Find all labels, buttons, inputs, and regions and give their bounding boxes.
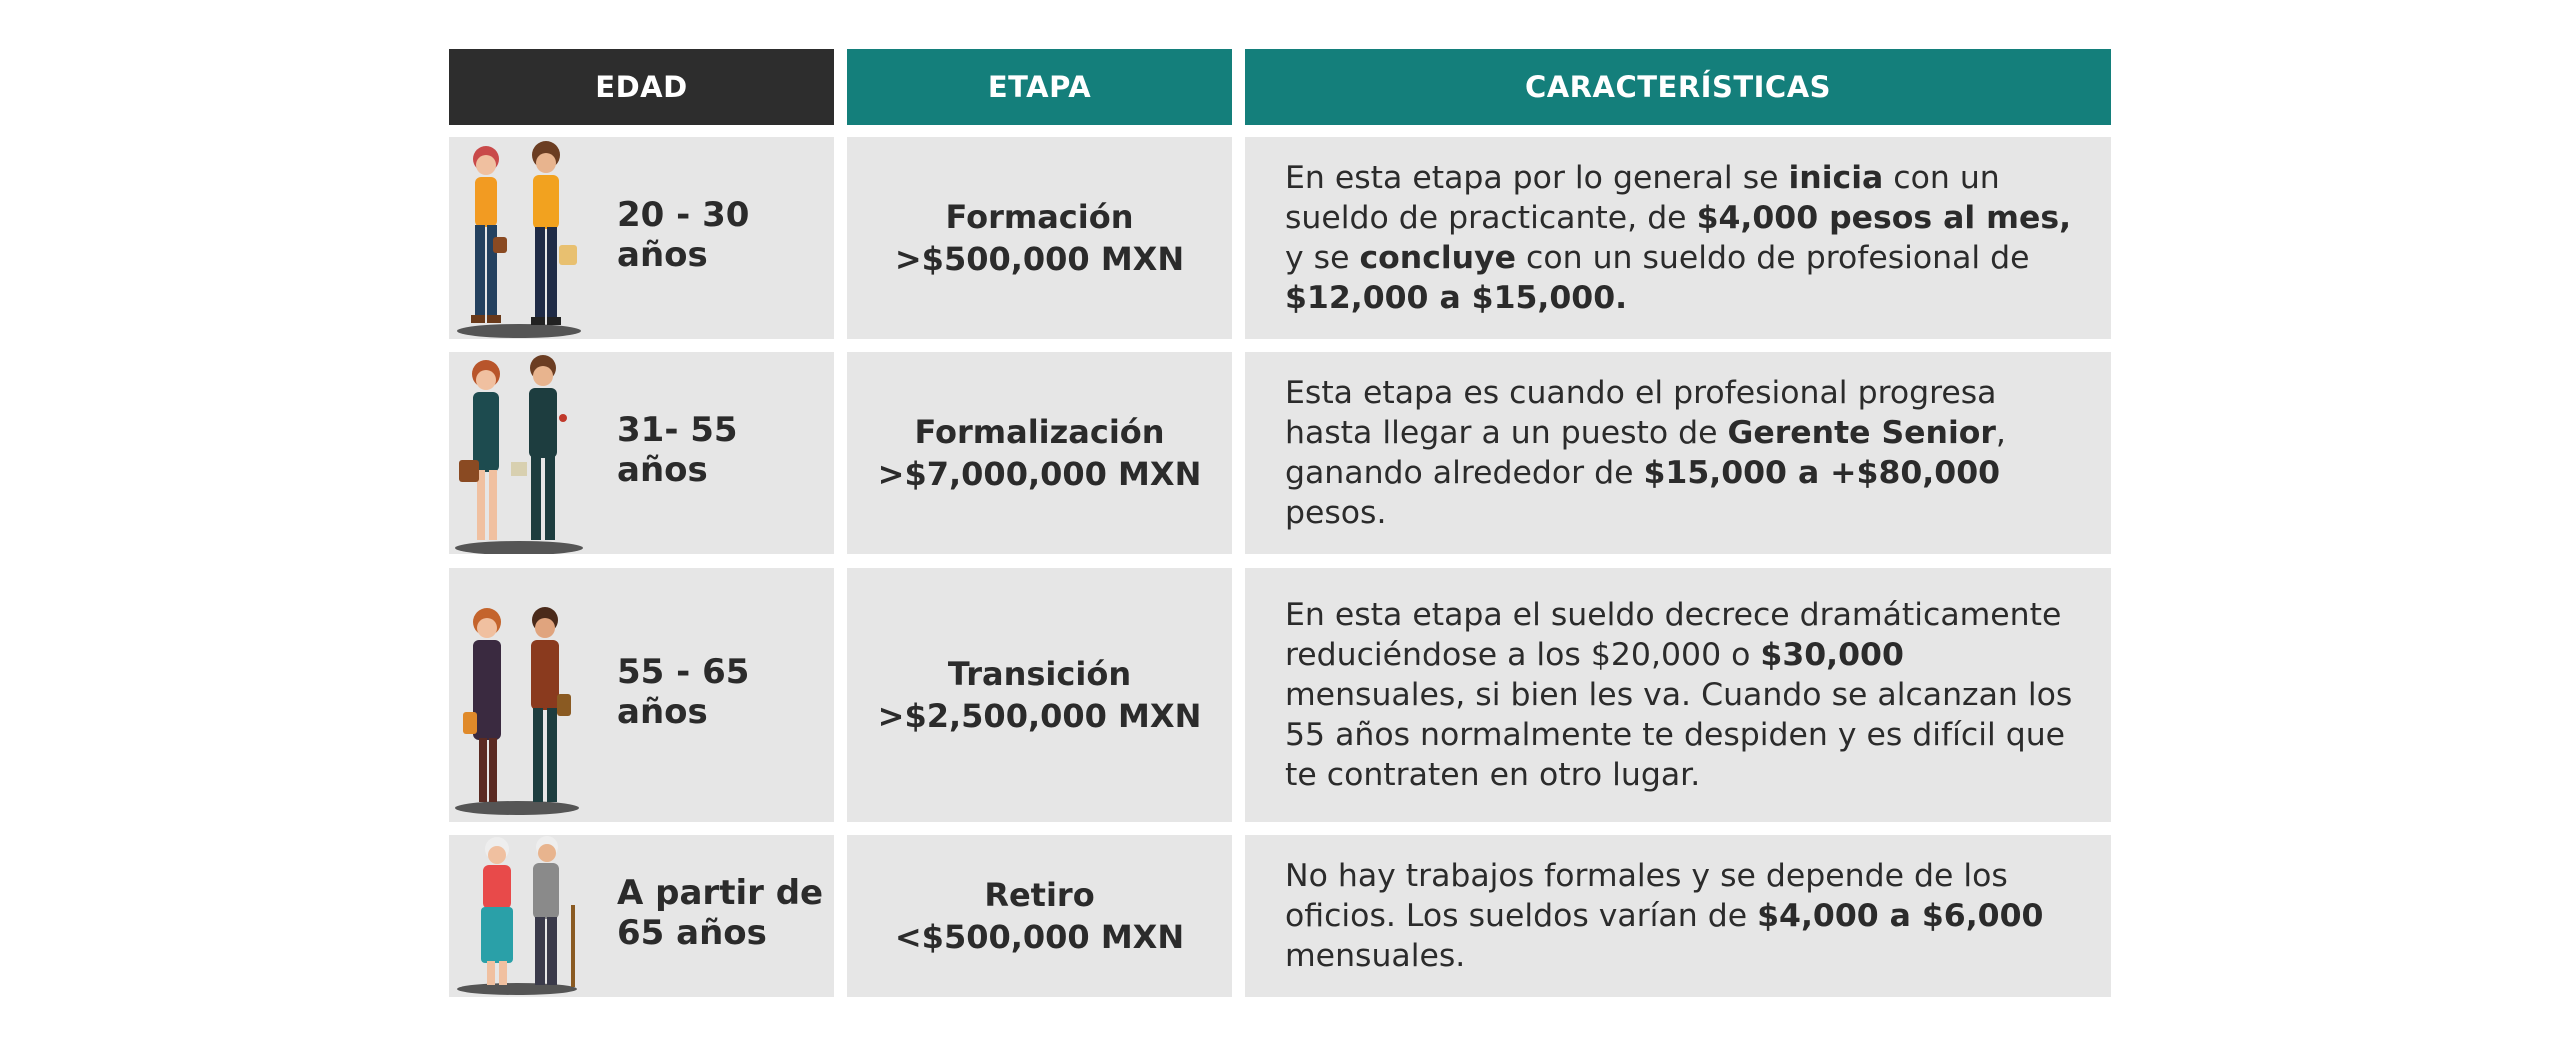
age-cell [449, 137, 834, 339]
professional-couple-illustration [453, 352, 593, 554]
characteristics-text [1285, 158, 2081, 318]
emphasis-text: inicia [1788, 160, 1884, 196]
body-text: Esta etapa es cuando el profesional progresa hasta llegar a un puesto de [1285, 375, 1997, 451]
emphasis-text: Gerente Senior [1727, 415, 1996, 451]
emphasis-text: $4,000 pesos al mes, [1696, 200, 2072, 236]
age-range: A partir de 65 años [617, 873, 824, 953]
stage-cell [847, 352, 1232, 554]
stage-amount: >$500,000 MXN [894, 240, 1185, 278]
header-caracteristicas: CARACTERÍSTICAS [1245, 49, 2111, 125]
body-text: con un sueldo de practicante, de [1285, 160, 2000, 236]
characteristics-cell [1245, 568, 2111, 822]
characteristics-cell [1245, 352, 2111, 554]
body-text: En esta etapa el sueldo decrece dramáticamente reduciéndose a los $20,000 o [1285, 597, 2062, 673]
stage-name: Formalización [914, 413, 1165, 451]
body-text: mensuales, si bien les va. Cuando se alcanzan los 55 años normalmente te despiden y es difícil que te contraten en otro lugar. [1285, 677, 2073, 793]
body-text: , ganando alrededor de [1285, 415, 2006, 491]
stage-amount: <$500,000 MXN [894, 918, 1185, 956]
characteristics-text [1285, 595, 2081, 795]
emphasis-text: $15,000 a +$80,000 [1643, 455, 2001, 491]
age-range: 55 - 65 años [617, 652, 750, 732]
characteristics-cell [1245, 137, 2111, 339]
stage-cell [847, 137, 1232, 339]
senior-couple-illustration [453, 835, 593, 997]
stage-amount: >$2,500,000 MXN [877, 697, 1202, 735]
body-text: pesos. [1285, 495, 1387, 531]
body-text: y se [1285, 240, 1360, 276]
emphasis-text: $12,000 a $15,000. [1285, 280, 1628, 316]
body-text: mensuales. [1285, 938, 1466, 974]
body-text: con un sueldo de profesional de [1516, 240, 2030, 276]
stage-name: Retiro [984, 876, 1095, 914]
body-text: No hay trabajos formales y se depende de los oficios. Los sueldos varían de [1285, 858, 2008, 934]
characteristics-text [1285, 373, 2081, 533]
characteristics-cell [1245, 835, 2111, 997]
emphasis-text: $4,000 a $6,000 [1757, 898, 2044, 934]
characteristics-text [1285, 856, 2081, 976]
age-cell [449, 352, 834, 554]
stage-name: Transición [947, 655, 1132, 693]
age-cell [449, 568, 834, 822]
emphasis-text: $30,000 [1760, 637, 1904, 673]
middle-age-couple-illustration [453, 602, 593, 816]
age-range: 20 - 30 años [617, 195, 750, 275]
stage-cell [847, 568, 1232, 822]
age-range: 31- 55 años [617, 410, 738, 490]
header-etapa: ETAPA [847, 49, 1232, 125]
stage-name: Formación [945, 198, 1134, 236]
stage-amount: >$7,000,000 MXN [877, 455, 1202, 493]
body-text: En esta etapa por lo general se [1285, 160, 1789, 196]
stage-cell [847, 835, 1232, 997]
age-cell [449, 835, 834, 997]
header-edad: EDAD [449, 49, 834, 125]
emphasis-text: concluye [1359, 240, 1516, 276]
young-couple-illustration [453, 137, 593, 339]
